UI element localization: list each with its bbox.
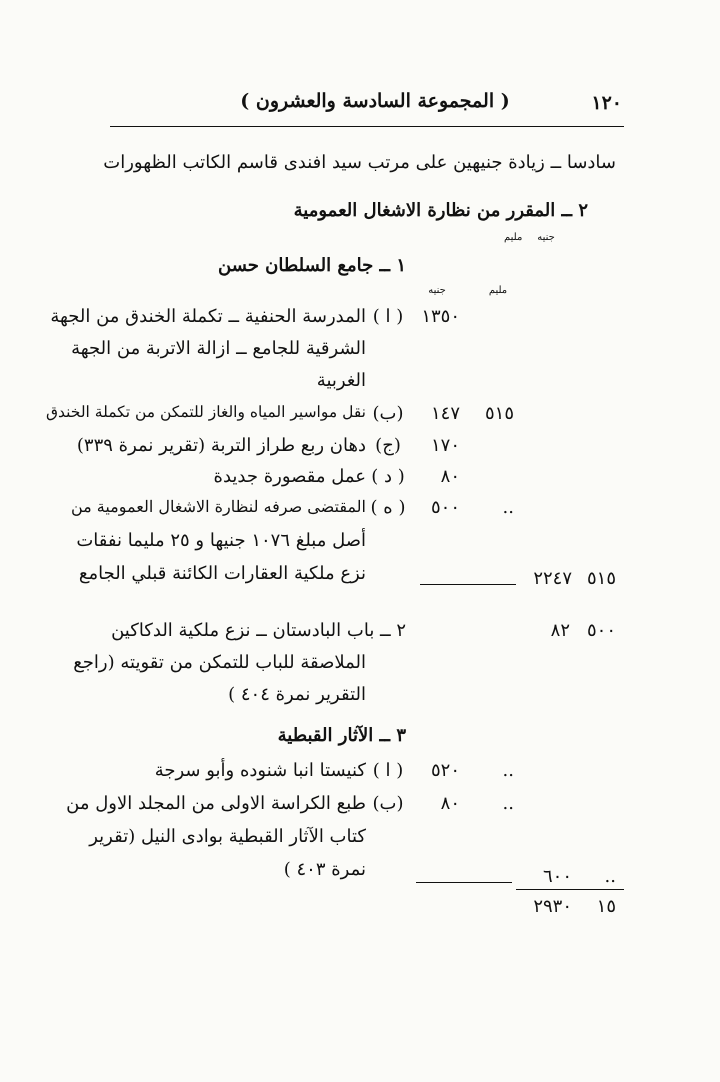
item3-total-millim: .. xyxy=(604,866,616,887)
intro-line: سادسا ــ زيادة جنيهين على مرتب سيد افندى قاسم الكاتب الظهورات xyxy=(103,152,616,173)
row-text-line: نقل مواسير المياه والغاز للتمكن من تكملة الخندق xyxy=(45,403,366,421)
row-text-line: عمل مقصورة جديدة xyxy=(213,466,366,487)
inner-millim-header: مليم xyxy=(488,285,508,296)
row-marker: ( ه ) xyxy=(370,497,406,518)
row-text-line: المقتضى صرفه لنظارة الاشغال العمومية من xyxy=(70,497,366,516)
row-text-line: المدرسة الحنفية ــ تكملة الخندق من الجهة xyxy=(50,306,366,327)
running-title: ( المجموعة السادسة والعشرون ) xyxy=(240,90,510,112)
item2-pound: ٨٢ xyxy=(550,620,570,641)
row-amount-pound: ٥٢٠ xyxy=(430,760,460,781)
header-rule xyxy=(110,126,624,127)
section-heading: ٢ ــ المقرر من نظارة الاشغال العمومية xyxy=(293,200,588,221)
row-text-line: دهان ربع طراز التربة (تقرير نمرة ٣٣٩) xyxy=(76,435,366,456)
row-amount-pound: ٥٠٠ xyxy=(430,497,460,518)
row-amount-pound: ١٧٠ xyxy=(430,435,460,456)
row-amount-pound: ١٤٧ xyxy=(430,403,460,424)
inner-pound-header: جنيه xyxy=(428,285,446,296)
row-amount-millim: .. xyxy=(502,760,514,781)
row-amount-pound: ٨٠ xyxy=(440,793,460,814)
row-text-line: الشرقية للجامع ــ ازالة الاتربة من الجهة xyxy=(71,338,366,359)
row-marker: ( ا ) xyxy=(372,760,404,781)
row-text-line: طبع الكراسة الاولى من المجلد الاول من xyxy=(66,793,366,814)
row-text-line: كنيستا انبا شنوده وأبو سرجة xyxy=(154,760,366,781)
row-marker: (ب) xyxy=(372,403,404,424)
grand-total-rule xyxy=(516,889,624,890)
row-text-line: نمرة ٤٠٣ ) xyxy=(283,859,366,880)
row-text-line: كتاب الآثار القبطية بوادى النيل (تقرير xyxy=(89,826,366,847)
item2-line: الملاصقة للباب للتمكن من تقويته (راجع xyxy=(73,652,366,673)
item1-title: ١ ــ جامع السلطان حسن xyxy=(218,255,406,276)
item2-millim: ٥٠٠ xyxy=(586,620,616,641)
row-marker: (ج) xyxy=(375,435,401,456)
item3-title: ٣ ــ الآثار القبطية xyxy=(277,725,406,746)
grand-total-millim: ١٥ xyxy=(596,896,616,917)
row-text-line: نزع ملكية العقارات الكائنة قبلي الجامع xyxy=(78,563,366,584)
grand-total-pound: ٢٩٣٠ xyxy=(533,896,572,917)
row-marker: ( د ) xyxy=(371,466,405,487)
row-text-line: أصل مبلغ ١٠٧٦ جنيها و ٢٥ مليما نفقات xyxy=(76,530,366,551)
row-text-line: الغربية xyxy=(316,370,366,391)
subtotal-rule xyxy=(420,584,516,585)
row-amount-millim: ٥١٥ xyxy=(484,403,514,424)
row-amount-millim: .. xyxy=(502,793,514,814)
item2-line: ٢ ــ باب البادستان ــ نزع ملكية الدكاكين xyxy=(111,620,406,641)
outer-pound-header: جنيه xyxy=(537,232,555,243)
item1-total-millim: ٥١٥ xyxy=(586,568,616,589)
page-number: ١٢٠ xyxy=(591,92,622,114)
row-amount-pound: ١٣٥٠ xyxy=(421,306,460,327)
row-marker: ( ا ) xyxy=(372,306,404,327)
row-amount-millim: .. xyxy=(502,497,514,518)
item3-total-pound: ٦٠٠ xyxy=(542,866,572,887)
item2-line: التقرير نمرة ٤٠٤ ) xyxy=(228,684,366,705)
item1-total-pound: ٢٢٤٧ xyxy=(533,568,572,589)
subtotal-rule xyxy=(416,882,512,883)
row-marker: (ب) xyxy=(372,793,404,814)
row-amount-pound: ٨٠ xyxy=(440,466,460,487)
outer-millim-header: مليم xyxy=(504,232,523,243)
